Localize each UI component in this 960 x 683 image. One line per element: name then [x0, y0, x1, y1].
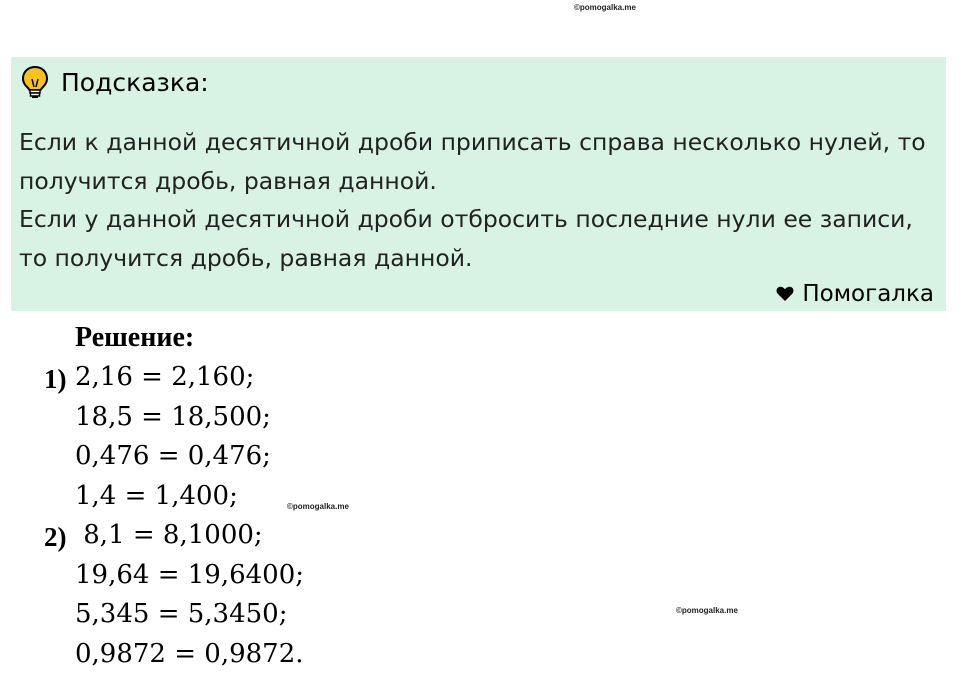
equation-line: 18,5 = 18,500;: [75, 402, 271, 432]
equation-line: 1,4 = 1,400;: [75, 481, 238, 511]
equation-line: 5,345 = 5,3450;: [75, 599, 288, 629]
lightbulb-icon: [21, 65, 49, 99]
solution-title: Решение:: [75, 322, 195, 353]
hint-box: [11, 57, 946, 311]
hint-text: [19, 123, 939, 277]
hint-title: Подсказка:: [61, 68, 209, 97]
part2-label: 2): [44, 522, 67, 552]
part1-label: 1): [44, 364, 67, 394]
watermark-top: ©pomogalka.me: [574, 3, 636, 12]
brand-name: Помогалка: [802, 281, 934, 307]
equation-line: 8,1 = 8,1000;: [75, 520, 263, 550]
brand-signature: [776, 281, 934, 307]
equation-line: 0,9872 = 0,9872.: [75, 639, 304, 669]
watermark-middle: ©pomogalka.me: [287, 502, 349, 511]
hint-paragraph-1: Если к данной десятичной дроби приписать справа несколько нулей, то получится дробь, равная данной.: [19, 128, 926, 195]
watermark-bottom: ©pomogalka.me: [676, 606, 738, 615]
equation-line: 19,64 = 19,6400;: [75, 560, 305, 590]
equation-line: 0,476 = 0,476;: [75, 441, 271, 471]
equation-line: 2,16 = 2,160;: [75, 362, 255, 392]
heart-icon: [776, 286, 794, 302]
hint-paragraph-2: Если у данной десятичной дроби отбросить последние нули ее записи, то получится дробь, равная данной.: [19, 205, 913, 272]
